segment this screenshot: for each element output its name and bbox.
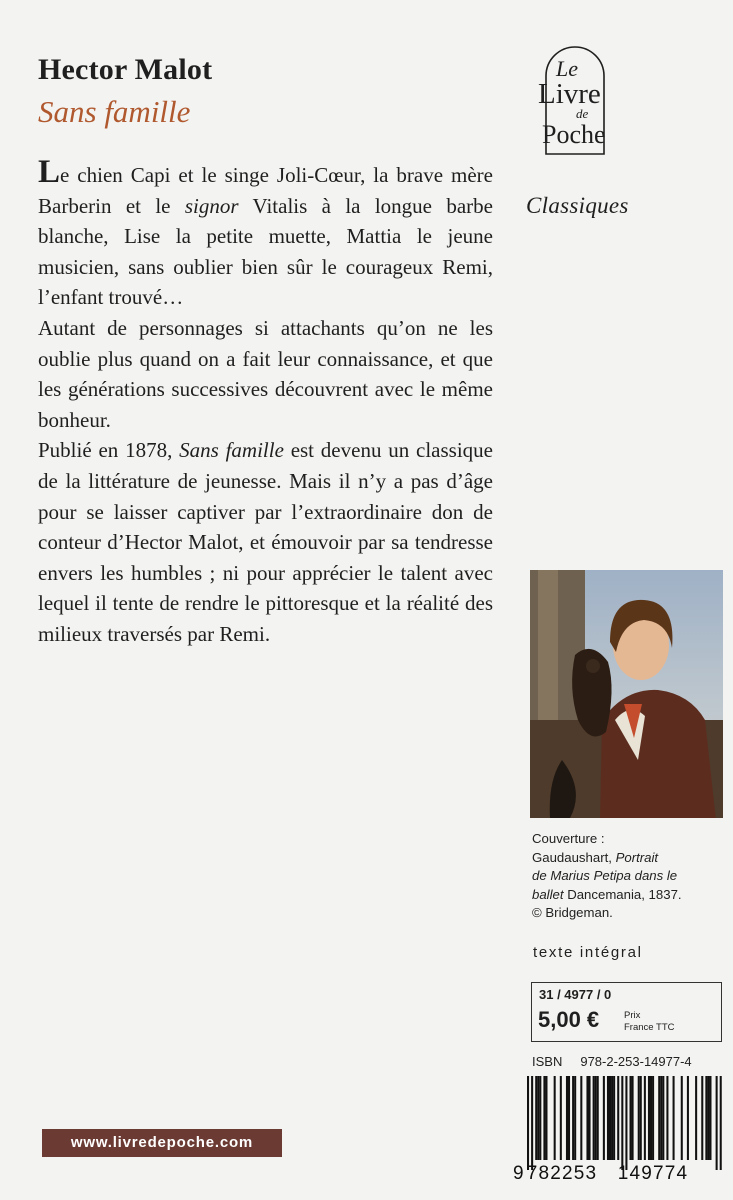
barcode-bar: [603, 1076, 605, 1160]
barcode-bar: [568, 1076, 570, 1160]
book-title: Sans famille: [38, 94, 191, 129]
blurb-paragraph-3: [38, 435, 493, 649]
barcode-bar: [535, 1076, 537, 1160]
barcode-bar: [625, 1076, 627, 1170]
barcode-bar: [638, 1076, 640, 1160]
barcode-bar: [527, 1076, 529, 1170]
barcode-bar: [537, 1076, 539, 1160]
publisher-logo: [534, 42, 616, 162]
barcode-bar: [681, 1076, 683, 1160]
blurb-text: Vitalis à la longue barbe blanche, Lise la petite muette, Mattia le jeune musicien, sans oublier bien sûr le courageux Remi, l’enfant trouvé…: [38, 193, 494, 310]
blurb-text: est devenu un classique de la littérature de jeunesse. Mais il n’y a pas d’âge pour se laisser captiver par l’extraordinaire don de conteur d’Hector Malot, et émouvoir par sa tendresse envers les humbles ; ni pour apprécier le talent avec lequel il tente de rendre le pittoresque et la réalité des milieux traversés par Remi.: [38, 438, 493, 646]
barcode-bar: [707, 1076, 709, 1160]
caption-text: Dancemania, 1837.: [563, 886, 682, 902]
barcode-bar: [574, 1076, 576, 1160]
price-label: Prix: [624, 1010, 641, 1021]
caption-line: [532, 849, 728, 868]
blurb-paragraph-2: Autant de personnages si attachants qu’on ne les oublie plus quand on a fait leur connaissance, et que les générations successives découvrent avec le même bonheur.: [38, 315, 493, 432]
caption-italic: ballet: [532, 886, 564, 902]
blurb-text: Publié en 1878,: [38, 438, 180, 463]
barcode-bar: [673, 1076, 675, 1160]
barcode-bars: [527, 1076, 722, 1170]
barcode-bar: [687, 1076, 689, 1160]
logo-livre: Livre: [538, 78, 601, 110]
cover-painting: [530, 570, 723, 818]
edition-note: texte intégral: [533, 944, 643, 961]
drop-cap: L: [38, 154, 61, 190]
barcode-bar: [597, 1076, 599, 1160]
cover-credit: [532, 830, 728, 923]
blurb-emphasis: signor: [184, 193, 239, 218]
barcode-bar: [539, 1076, 541, 1160]
barcode-bar: [566, 1076, 568, 1160]
barcode-bar: [607, 1076, 609, 1160]
barcode-bar: [586, 1076, 588, 1160]
barcode-bar: [554, 1076, 556, 1160]
logo-poche: Poche: [542, 120, 606, 149]
barcode-bar: [701, 1076, 703, 1160]
barcode-bar: [609, 1076, 611, 1160]
barcode-bar: [617, 1076, 619, 1160]
isbn: [532, 1054, 692, 1069]
price-amount: 5,00 €: [538, 1007, 600, 1032]
caption-line: © Bridgeman.: [532, 905, 613, 921]
barcode: [510, 1076, 726, 1186]
barcode-bar: [589, 1076, 591, 1160]
caption-line: de Marius Petipa dans le: [532, 868, 678, 884]
barcode-bar: [652, 1076, 654, 1160]
website-banner[interactable]: www.livredepoche.com: [42, 1129, 282, 1157]
barcode-bar: [595, 1076, 597, 1160]
barcode-bar: [709, 1076, 711, 1160]
barcode-bar: [611, 1076, 613, 1160]
barcode-digit-first: 9: [513, 1163, 524, 1184]
barcode-bar: [572, 1076, 574, 1160]
barcode-bar: [666, 1076, 668, 1160]
barcode-bar: [640, 1076, 642, 1160]
caption-line: Couverture :: [532, 831, 605, 846]
barcode-digits-right: 149774: [617, 1163, 689, 1184]
barcode-bar: [632, 1076, 634, 1160]
barcode-bar: [621, 1076, 623, 1170]
caption-text: Gaudaushart,: [532, 849, 616, 865]
barcode-bar: [644, 1076, 646, 1160]
barcode-bar: [716, 1076, 718, 1170]
barcode-bar: [660, 1076, 662, 1160]
barcode-bar: [560, 1076, 562, 1160]
series-label: Classiques: [526, 193, 629, 218]
barcode-bar: [662, 1076, 664, 1160]
blurb-text: e chien Capi et le singe Joli-Cœur, la brave mère Barberin et le: [38, 163, 493, 218]
isbn-number: 978-2-253-14977-4: [580, 1054, 692, 1069]
barcode-bar: [648, 1076, 650, 1160]
caption-line: [532, 886, 728, 905]
blurb-paragraph-1: [38, 154, 494, 313]
barcode-bar: [650, 1076, 652, 1160]
back-cover-blurb: [38, 154, 494, 650]
blurb-emphasis: Sans famille: [179, 438, 284, 463]
barcode-bar: [720, 1076, 722, 1170]
author-name: Hector Malot: [38, 53, 213, 86]
logo-de: de: [576, 106, 589, 121]
barcode-bar: [593, 1076, 595, 1160]
barcode-bar: [613, 1076, 615, 1160]
barcode-bar: [695, 1076, 697, 1160]
isbn-label: ISBN: [532, 1054, 563, 1069]
barcode-bar: [658, 1076, 660, 1160]
barcode-bar: [580, 1076, 582, 1160]
price-label-region: France TTC: [624, 1022, 675, 1033]
logo-le: Le: [556, 56, 578, 81]
barcode-bar: [531, 1076, 533, 1170]
price-box: [531, 982, 722, 1042]
barcode-bar: [705, 1076, 707, 1160]
barcode-digits-left: 782253: [526, 1163, 598, 1184]
barcode-bar: [545, 1076, 547, 1160]
barcode-bar: [630, 1076, 632, 1160]
caption-italic: Portrait: [615, 849, 659, 865]
barcode-bar: [543, 1076, 545, 1160]
catalog-code: 31 / 4977 / 0: [539, 987, 612, 1002]
